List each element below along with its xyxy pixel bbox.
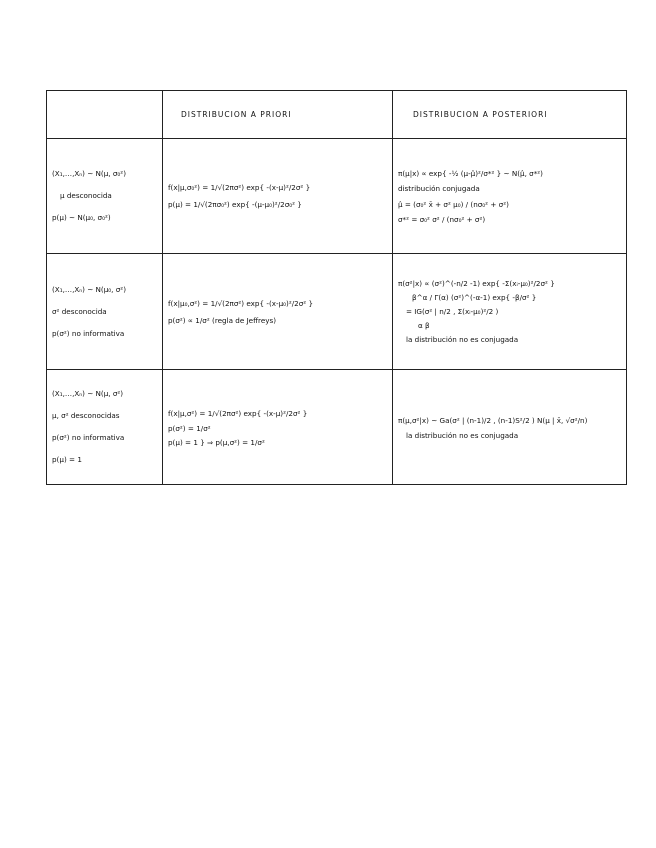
model-line: p(σ²) no informativa: [52, 433, 125, 442]
model-line: p(μ) = 1: [52, 455, 82, 464]
model-line: μ desconocida: [60, 191, 112, 200]
formula-line: p(σ²) = 1/σ²: [168, 423, 211, 433]
model-line: (X₁,…,Xₙ) ~ N(μ, σ²): [52, 389, 124, 398]
formula-line: f(x|μ₀,σ²) = 1/√(2πσ²) exp{ -(x-μ₀)²/2σ² }: [168, 298, 314, 308]
table-row: [47, 370, 627, 485]
posterior-cell: [393, 370, 627, 485]
header-posterior: DISTRIBUCION A POSTERIORI: [393, 91, 627, 139]
model-cell: [47, 370, 163, 485]
formula-line: f(x|μ,σ₀²) = 1/√(2πσ²) exp{ -(x-μ)²/2σ² }: [168, 183, 311, 192]
table-row: [47, 254, 627, 370]
model-line: p(μ) ~ N(μ₀, σ₀²): [52, 213, 111, 222]
note-line: la distribución no es conjugada: [406, 334, 519, 344]
prior-cell: [163, 370, 393, 485]
formula-line: σ*² = σ₀² σ² / (nσ₀² + σ²): [398, 215, 486, 224]
formula-line: μ̂ = (σ₀² x̄ + σ² μ₀) / (nσ₀² + σ²): [398, 200, 509, 209]
posterior-cell: [393, 254, 627, 370]
formula-line: p(μ) = 1 } ⇒ p(μ,σ²) = 1/σ²: [168, 437, 265, 447]
table-row: [47, 139, 627, 254]
prior-cell: [163, 139, 393, 254]
model-line: p(σ²) no informativa: [52, 328, 125, 338]
header-row: [47, 91, 627, 139]
formula-line: π(μ|x) ∝ exp{ -½ (μ-μ̂)²/σ*² } ~ N(μ̂, σ*²): [398, 169, 543, 178]
formula-line: = IG(σ² | n/2 , Σ(xᵢ-μ₀)²/2 ): [406, 306, 499, 316]
header-cell-empty: [47, 91, 163, 139]
comparison-table: [46, 90, 627, 485]
formula-line: f(x|μ,σ²) = 1/√(2πσ²) exp{ -(x-μ)²/2σ² }: [168, 408, 308, 418]
formula-line: p(μ) = 1/√(2πσ₀²) exp{ -(μ-μ₀)²/2σ₀² }: [168, 200, 302, 209]
model-line: σ² desconocida: [52, 306, 107, 316]
formula-line: α β: [418, 320, 430, 330]
formula-line: distribución conjugada: [398, 184, 480, 193]
model-cell: [47, 254, 163, 370]
formula-line: p(σ²) ∝ 1/σ² (regla de Jeffreys): [168, 315, 277, 325]
formula-line: π(μ,σ²|x) ~ Ga(σ² | (n-1)/2 , (n-1)S²/2 ) N(μ | x̄, √σ²/n): [398, 415, 588, 425]
model-cell: [47, 139, 163, 254]
note-line: la distribución no es conjugada: [406, 430, 519, 440]
prior-cell: [163, 254, 393, 370]
header-prior: DISTRIBUCION A PRIORI: [163, 91, 393, 139]
posterior-cell: [393, 139, 627, 254]
formula-line: β^α / Γ(α) (σ²)^(-α-1) exp{ -β/σ² }: [412, 292, 537, 302]
model-line: (X₁,…,Xₙ) ~ N(μ, σ₀²): [52, 169, 126, 178]
model-line: μ, σ² desconocidas: [52, 411, 120, 420]
formula-line: π(σ²|x) ∝ (σ²)^(-n/2 -1) exp{ -Σ(xᵢ-μ₀)²/2σ² }: [398, 278, 555, 288]
model-line: (X₁,…,Xₙ) ~ N(μ₀, σ²): [52, 284, 126, 294]
